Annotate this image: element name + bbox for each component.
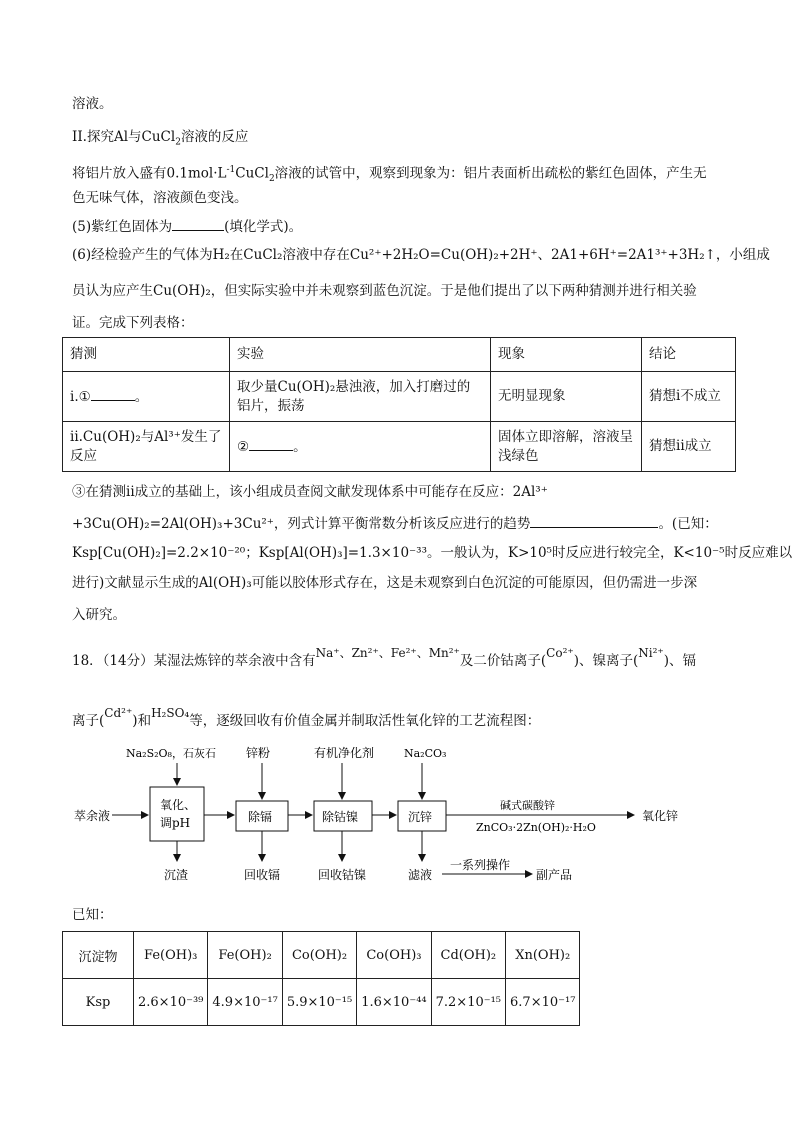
table-cell: 无明显现象: [491, 372, 642, 422]
process-label: 调pH: [160, 816, 191, 830]
reagent-label: 有机净化剂: [314, 746, 375, 760]
product-formula: ZnCO₃·2Zn(OH)₂·H₂O: [476, 821, 596, 834]
text-line: ③在猜测ii成立的基础上，该小组成员查阅文献发现体系中可能存在反应：2Al³⁺: [72, 484, 548, 500]
process-label: 除镉: [248, 810, 273, 824]
text-line: 证。完成下列表格：: [72, 315, 194, 331]
ksp-table: [62, 931, 580, 1026]
header-cell: Fe(OH)₂: [208, 932, 282, 979]
table-header-row: [63, 338, 736, 372]
table-cell: 1.6×10⁻⁴⁴: [357, 979, 431, 1026]
output-label: 回收钴镍: [318, 868, 367, 882]
table-cell: 5.9×10⁻¹⁵: [282, 979, 356, 1026]
text-line: 员认为应产生Cu(OH)₂，但实际实验中并未观察到蓝色沉淀。于是他们提出了以下两种猜测并进行相关验: [72, 283, 697, 299]
table-cell: 6.7×10⁻¹⁷: [506, 979, 580, 1026]
output-label: 滤液: [408, 868, 433, 882]
header-cell: 现象: [491, 338, 642, 372]
row-label: Ksp: [63, 979, 134, 1026]
output-label: 沉渣: [164, 868, 189, 882]
table-row: [63, 979, 580, 1026]
table-cell: 猜想ii成立: [642, 422, 736, 472]
process-box: [150, 787, 204, 841]
text-line: 将铝片放入盛有$0.1mol\cdot L^{-1}CuCl_2$溶液的试管中，观察到现象为：铝片表面析出疏松的紫红色固体，产生无: [72, 165, 707, 185]
table-cell: 猜想i不成立: [642, 372, 736, 422]
process-flowchart: [0, 735, 800, 885]
text-line: 离子(Cd²⁺)和H₂SO₄等，逐级回收有价值金属并制取活性氧化锌的工艺流程图：: [72, 706, 541, 729]
header-cell: Xn(OH)₂: [506, 932, 580, 979]
answer-blank[interactable]: [530, 514, 658, 528]
text-line: +3Cu(OH)₂=2Al(OH)₃+3Cu²⁺，列式计算平衡常数分析该反应进行的趋势 。(已知：: [72, 516, 718, 532]
header-cell: Fe(OH)₃: [134, 932, 208, 979]
header-cell: Co(OH)₃: [357, 932, 431, 979]
reagent-label: Na₂S₂O₈，石灰石: [126, 747, 216, 760]
output-label: 回收镉: [244, 868, 281, 882]
table-cell: 固体立即溶解，溶液呈浅绿色: [491, 422, 642, 472]
text-line: 色无味气体，溶液颜色变浅。: [72, 190, 248, 206]
table-cell: ② 。: [230, 422, 491, 472]
table-cell: 7.2×10⁻¹⁵: [431, 979, 505, 1026]
question-18: 18．（14分）某湿法炼锌的萃余液中含有Na⁺、Zn²⁺、Fe²⁺、Mn²⁺及二价钴离子(Co²⁺)、镍离子(Ni²⁺)、镉: [72, 646, 697, 669]
text-line: 入研究。: [72, 607, 126, 623]
process-label: 沉锌: [408, 810, 433, 824]
answer-blank[interactable]: [249, 437, 293, 451]
known-label: 已知：: [72, 907, 113, 923]
feed-label: 萃余液: [74, 809, 111, 823]
header-cell: Cd(OH)₂: [431, 932, 505, 979]
byproduct-label: 副产品: [536, 868, 573, 882]
process-label: 氧化、: [160, 798, 197, 812]
operation-label: 一系列操作: [450, 858, 511, 872]
final-product: 氧化锌: [642, 809, 679, 823]
table-cell: 取少量Cu(OH)₂悬浊液，加入打磨过的铝片，振荡: [230, 372, 491, 422]
table-cell: 2.6×10⁻³⁹: [134, 979, 208, 1026]
table-cell: i.① 。: [63, 372, 230, 422]
table-row: [63, 422, 736, 472]
table-cell: ii.Cu(OH)₂与Al³⁺发生了反应: [63, 422, 230, 472]
header-cell: 猜测: [63, 338, 230, 372]
header-cell: 沉淀物: [63, 932, 134, 979]
answer-blank[interactable]: [172, 217, 224, 231]
product-name: 碱式碳酸锌: [500, 799, 555, 812]
table-row: [63, 372, 736, 422]
header-cell: 实验: [230, 338, 491, 372]
text-line: 进行)文献显示生成的Al(OH)₃可能以胶体形式存在，这是未观察到白色沉淀的可能原因，但仍需进一步深: [72, 575, 698, 591]
header-cell: 结论: [642, 338, 736, 372]
section-title: II.探究Al与CuCl$_2$溶液的反应: [72, 129, 249, 148]
question-6: (6)经检验产生的气体为H₂在CuCl₂溶液中存在Cu²⁺+2H₂O=Cu(OH)₂+2H⁺、2A1+6H⁺=2A1³⁺+3H₂↑，小组成: [72, 247, 770, 263]
header-cell: Co(OH)₂: [282, 932, 356, 979]
reagent-label: 锌粉: [246, 746, 271, 760]
text-line: 溶液。: [72, 96, 113, 112]
answer-blank[interactable]: [91, 387, 135, 401]
table-header-row: [63, 932, 580, 979]
process-label: 除钴镍: [322, 810, 359, 824]
reagent-label: Na₂CO₃: [404, 747, 447, 760]
hypothesis-table: [62, 337, 736, 472]
question-5: (5)紫红色固体为 (填化学式)。: [72, 219, 303, 235]
text-line: Ksp[Cu(OH)₂]=2.2×10⁻²⁰；Ksp[Al(OH)₃]=1.3×10⁻³³。一般认为，K>10⁵时反应进行较完全，K<10⁻⁵时反应难以: [72, 545, 793, 561]
table-cell: 4.9×10⁻¹⁷: [208, 979, 282, 1026]
